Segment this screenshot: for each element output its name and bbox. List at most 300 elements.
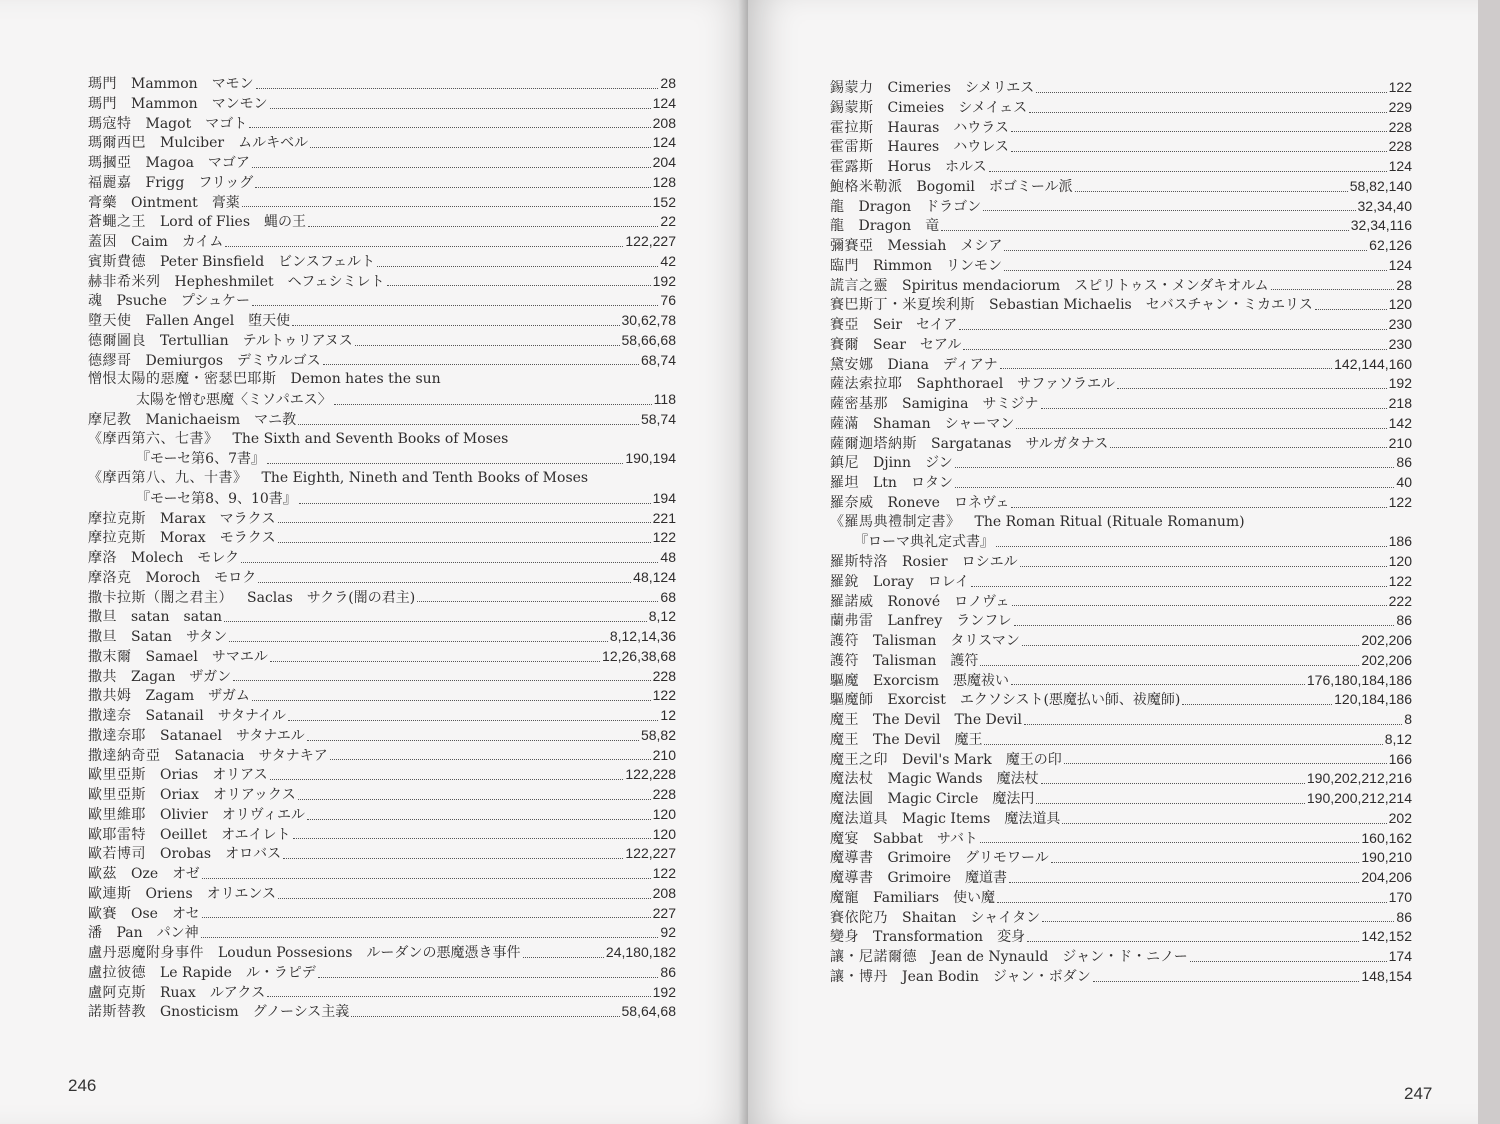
index-entry-chinese: 撒共姆 [88,688,132,705]
index-entry-pages: 210 [1388,434,1412,451]
index-entry [830,98,1412,118]
index-entry [830,750,1412,770]
index-entry [830,473,1412,493]
index-entry [88,469,676,489]
index-entry-chinese: 魔寵 [830,889,859,906]
index-entry-pages: 152 [652,193,676,210]
index-entry-pages: 58,74 [640,410,676,427]
left-page-number: 246 [68,1076,97,1095]
index-entry-english: Diana [887,356,929,373]
dot-leader [1016,428,1386,429]
index-entry-chinese: 盧阿克斯 [88,984,146,1001]
index-entry-japanese: ジャン・ド・ニノー [1062,949,1188,965]
dot-leader [1020,566,1387,567]
index-entry-japanese: グノーシス主義 [252,1004,350,1021]
index-entry-english: Transformation [873,929,984,946]
index-entry-pages: 122 [652,529,676,546]
index-entry-english: Ltn [873,475,897,491]
index-entry [88,667,676,687]
index-entry-chinese: 魔宴 [830,830,859,847]
index-entry-japanese: テルトゥリアヌス [242,332,353,349]
index-entry-pages: 227 [652,904,676,921]
index-entry [830,967,1412,987]
index-entry-english: Rosier [902,554,948,570]
index-entry-japanese: サミジナ [982,396,1039,412]
index-entry [830,177,1412,197]
index-entry-chinese: 摩拉克斯 [88,510,146,527]
index-entry [88,133,676,153]
index-entry-pages: 186 [1388,533,1412,550]
index-entry-pages: 222 [1388,592,1412,609]
index-entry-pages: 42 [660,252,676,269]
index-entry-chinese: 魔法道具 [830,810,888,827]
index-entry-chinese: 龍 [830,198,845,215]
index-entry-pages: 92 [660,924,676,941]
index-entry-english: Spiritus mendaciorum [902,277,1061,294]
index-entry-chinese: 變身 [830,929,859,946]
index-entry-chinese: 羅斯特洛 [830,554,888,570]
index-entry-japanese: モロク [214,569,257,586]
index-entry-chinese: 蘭弗雷 [830,613,874,630]
index-entry-pages: 208 [652,114,676,131]
index-entry-pages: 142,152 [1361,928,1412,945]
index-entry-japanese: satan [183,609,223,626]
index-entry [88,351,676,371]
index-entry-english: Ruax [160,984,196,1001]
index-entry-japanese: オリヴィエル [221,806,305,823]
index-entry [830,651,1412,671]
index-entry-japanese: オロバス [225,846,282,863]
index-entry [830,118,1412,138]
index-entry-english: Orobas [160,846,212,863]
index-entry-chinese: 蓋因 [88,234,117,250]
index-entry-english: Fallen Angel [145,313,235,329]
index-entry [88,746,676,766]
index-entry [830,671,1412,691]
index-entry-pages: 230 [1388,316,1412,332]
index-entry-japanese: ハウレス [953,139,1009,156]
index-entry-japanese: 魔王 [954,731,983,748]
dot-leader [1004,250,1367,251]
index-entry-pages: 210 [652,746,676,763]
index-entry-english: Loray [873,573,914,590]
index-entry-chinese: 摩拉克斯 [88,530,146,547]
index-entry-pages: 48,124 [633,568,676,585]
index-entry-japanese: ザガム [208,688,250,705]
index-entry-english: Orias [160,767,199,784]
index-entry-japanese: ルアクス [209,984,266,1001]
index-entry-chinese: 謊言之靈 [830,277,888,294]
dot-leader [984,744,1382,745]
index-entry-chinese: 彌賽亞 [830,238,874,254]
dot-leader [270,661,600,662]
index-entry-pages: 24,180,182 [605,944,676,960]
left-index-column [88,74,676,1022]
index-entry-english: Hepheshmilet [174,273,274,290]
index-entry-chinese: 摩洛 [88,550,117,566]
index-entry [830,236,1412,256]
dot-leader [293,838,651,839]
dot-leader [1000,368,1332,369]
index-entry-japanese: 使い魔 [953,889,996,906]
dot-leader [298,799,651,800]
index-entry-english: Zagam [145,688,195,705]
index-entry [88,607,676,627]
index-entry [830,848,1412,868]
index-entry-chinese: 撒達奈 [88,708,132,724]
index-entry-japanese: サタン [185,629,228,645]
index-entry [88,943,676,963]
index-entry-japanese: 『モーセ第8、9、10書』 [136,490,297,507]
index-entry-japanese: The Devil [954,712,1022,728]
index-entry [830,532,1412,552]
index-entry [88,252,676,272]
index-entry-chinese: 盧丹惡魔附身事件 [88,945,204,961]
dot-leader [202,878,651,879]
index-entry-chinese: 瑪摑亞 [88,155,132,171]
index-entry-chinese: 讓・博丹 [830,968,888,985]
index-entry-english: The Roman Ritual (Rituale Romanum) [974,513,1245,530]
index-entry-chinese: 薩滿 [830,415,859,432]
index-entry-pages: 204,206 [1361,869,1412,885]
index-entry-chinese: 賽亞 [830,317,859,333]
index-entry [88,311,676,331]
index-entry-english: Djinn [873,455,912,472]
index-entry-chinese: 諾斯替教 [88,1004,146,1021]
dot-leader [1075,191,1348,192]
index-entry-japanese: モレク [197,550,240,566]
index-entry-pages: 228 [1388,118,1412,135]
dot-leader [1042,921,1394,922]
index-entry-english: Marax [160,510,206,527]
index-entry-pages: 86 [1396,908,1412,925]
index-entry [88,291,676,311]
dot-leader [298,424,639,425]
dot-leader [1036,92,1386,93]
index-entry-chinese: 赫非希米列 [88,273,161,290]
index-entry-chinese: 瑪門 [88,76,117,92]
index-entry [830,552,1412,572]
index-entry-english: Morax [160,530,206,547]
index-entry-chinese: 德爾圖良 [88,332,146,349]
index-entry-english: Moroch [145,569,201,586]
dot-leader [252,167,651,168]
dot-leader [1012,605,1387,606]
dot-leader [252,700,651,701]
index-entry-japanese: タリスマン [950,633,1020,649]
index-entry-chinese: 護符 [830,652,859,669]
index-entry-japanese: 護符 [950,652,979,669]
index-entry-japanese: パン神 [156,925,199,942]
index-entry-japanese: ジャン・ボダン [992,968,1091,985]
index-entry-japanese: マモン [211,76,254,92]
index-entry-pages: 176,180,184,186 [1306,671,1412,688]
index-entry [830,829,1412,849]
index-entry-chinese: 《羅馬典禮制定書》 [830,513,961,530]
index-entry [830,809,1412,829]
index-entry-pages: 62,126 [1369,237,1412,253]
index-entry-japanese: モラクス [219,530,276,547]
dot-leader [1110,447,1386,448]
index-entry [830,730,1412,750]
index-entry-japanese: ボゴミール派 [988,178,1073,195]
index-entry-japanese: 変身 [997,929,1026,946]
index-entry-chinese: 霍拉斯 [830,119,874,136]
dot-leader [330,759,651,760]
index-entry [88,686,676,706]
index-entry-chinese: 撒達奈耶 [88,727,146,744]
index-entry-english: Sebastian Michaelis [989,297,1132,314]
index-entry-chinese: 歐若博司 [88,846,146,863]
dot-leader [267,996,650,997]
index-entry-japanese: オセ [171,905,200,922]
index-entry-english: Roneve [887,494,940,511]
index-entry-pages: 86 [660,963,676,980]
dot-leader [1041,783,1305,784]
index-entry-english: Dragon [858,198,912,215]
index-entry-pages: 142 [1388,414,1412,431]
index-entry-pages: 118 [653,391,676,407]
index-entry [830,256,1412,276]
index-entry-japanese: 悪魔祓い [953,672,1010,689]
index-entry-pages: 120,184,186 [1334,691,1412,708]
index-entry-japanese: ロシエル [961,554,1018,570]
dot-leader [233,680,651,681]
index-entry-english: The Eighth, Nineth and Tenth Books of Moses [261,470,589,486]
index-entry-english: Horus [887,159,932,175]
index-entry [88,904,676,924]
index-entry-japanese: ディアナ [942,356,998,373]
index-entry-pages: 12 [660,707,676,723]
index-entry-japanese: ロタン [910,475,953,491]
index-entry-pages: 122 [1388,79,1412,95]
index-entry-pages: 8,12,14,36 [609,628,676,644]
index-entry-pages: 68,74 [640,351,676,368]
dot-leader [256,88,659,89]
index-entry-japanese: ロレイ [927,573,969,590]
index-entry-english: Shaman [873,415,931,432]
index-entry [830,710,1412,730]
index-entry [830,493,1412,513]
index-entry-japanese: 『ローマ典礼定式書』 [854,534,994,551]
index-entry [88,765,676,785]
index-entry-english: Talisman [873,633,937,649]
index-entry-japanese: ムルキベル [238,135,309,152]
index-entry-english: Saphthorael [916,376,1004,393]
index-entry-english: Psuche [116,293,167,310]
index-entry-english: satan [131,609,170,626]
index-entry-pages: 204 [652,154,676,170]
index-entry-pages: 120 [1388,296,1412,313]
index-entry-pages: 230 [1388,335,1412,352]
index-entry-chinese: 羅銳 [830,573,859,590]
index-entry-japanese: ビンスフェルト [278,253,376,270]
dot-leader [299,503,651,504]
index-entry [830,453,1412,473]
dot-leader [1182,704,1332,705]
index-entry-pages: 228 [652,786,676,802]
index-entry-chinese: 驅魔師 [830,692,874,709]
index-entry-chinese: 魔導書 [830,870,874,886]
index-entry-japanese: グリモワール [965,850,1049,867]
index-entry-japanese: サバト [936,830,978,847]
dot-leader [980,842,1360,843]
index-entry-pages: 142,144,160 [1334,355,1412,372]
index-entry-pages: 148,154 [1361,967,1412,984]
index-entry-chinese: 羅坦 [830,475,859,491]
index-entry-japanese: シメリエス [964,80,1035,96]
index-entry-japanese: ジン [925,455,953,472]
index-entry-chinese: 蒼蠅之王 [88,214,146,231]
index-entry-english: Satanacia [174,747,245,764]
dot-leader [1009,882,1359,883]
index-entry-english: Devil's Mark [902,751,992,768]
index-entry-chinese: 臨門 [830,257,859,274]
index-entry-japanese: シャーマン [944,415,1015,432]
index-entry-chinese: 歐連斯 [88,885,132,902]
index-entry-pages: 32,34,116 [1350,217,1412,234]
index-entry [830,888,1412,908]
index-entry-chinese: 錫蒙力 [830,80,874,96]
index-entry-pages: 86 [1396,612,1412,629]
index-entry [88,390,676,410]
index-entry-english: Bogomil [916,178,975,195]
index-entry-english: Exorcism [873,672,940,689]
index-entry-pages: 8,12 [1384,730,1412,747]
index-entry-english: Jean Bodin [902,968,979,985]
index-entry-japanese: マゴト [205,115,248,132]
index-entry-japanese: エクソシスト(悪魔払い師、祓魔師) [959,692,1181,709]
index-entry-chinese: 摩洛克 [88,569,132,586]
index-entry-pages: 58,66,68 [621,331,676,348]
index-entry-pages: 122 [652,865,676,881]
index-entry-chinese: 讓・尼諾爾德 [830,949,917,965]
index-entry-chinese: 墮天使 [88,313,132,329]
page-edge [1478,0,1500,1124]
index-entry-chinese: 膏藥 [88,194,117,211]
index-entry-english: Grimoire [887,870,952,886]
dot-leader [252,305,658,306]
index-entry-japanese: サマエル [211,648,268,665]
index-entry [88,726,676,746]
index-entry-english: Magot [145,115,192,132]
index-entry-chinese: 撒達納奇亞 [88,747,161,764]
index-entry-chinese: 龍 [830,218,845,235]
index-entry-pages: 221 [652,509,676,526]
index-entry-japanese: 膏薬 [211,194,240,211]
index-entry-english: Gnosticism [160,1004,239,1021]
index-entry-chinese: 歐里亞斯 [88,767,146,784]
index-entry-japanese: ルーダンの悪魔憑き事件 [366,945,521,961]
index-entry-english: Oeillet [160,826,208,843]
index-entry-chinese: 撒末爾 [88,648,132,665]
dot-leader [1011,131,1387,132]
dot-leader [1011,151,1387,152]
index-entry-english: The Devil [873,712,941,728]
dot-leader [1022,645,1360,646]
index-entry-pages: 190,210 [1361,849,1412,866]
dot-leader [1029,112,1386,113]
index-entry-english: Oriax [160,787,199,803]
index-entry [88,588,676,608]
index-entry [830,137,1412,157]
dot-leader [307,819,651,820]
index-entry [88,923,676,943]
index-entry-english: Haures [887,139,940,156]
index-entry-english: Satanail [145,708,204,724]
index-entry-english: Familiars [873,889,940,906]
index-entry-japanese: サタナキア [258,747,328,764]
index-entry-japanese: デミウルゴス [237,352,321,369]
index-entry-pages: 190,202,212,216 [1306,770,1412,787]
index-entry-chinese: 羅奈威 [830,494,874,511]
index-entry-pages: 174 [1388,948,1412,964]
index-entry-chinese: 撒卡拉斯（闇之君主） [88,589,233,606]
index-entry [830,374,1412,394]
index-entry [88,884,676,904]
index-entry [830,572,1412,592]
index-entry-japanese: フリッグ [198,174,254,191]
dot-leader [224,621,647,622]
index-entry-chinese: 魔王之印 [830,751,888,768]
index-entry-chinese: 薩密基那 [830,396,888,412]
dot-leader [997,902,1387,903]
index-entry-english: Molech [131,550,184,566]
dot-leader [417,601,658,602]
index-entry-chinese: 鮑格米勒派 [830,178,903,195]
index-entry-pages: 228 [1388,138,1412,155]
dot-leader [225,246,623,247]
index-entry-japanese: サクラ(闇の君主) [306,589,416,606]
index-entry-english: The Sixth and Seventh Books of Moses [232,430,509,447]
dot-leader [959,329,1386,330]
index-entry [88,548,676,568]
index-entry-chinese: 薩爾迦塔納斯 [830,435,917,452]
index-entry-pages: 86 [1396,454,1412,471]
index-entry-pages: 160,162 [1361,829,1412,846]
index-entry-japanese: ランフレ [956,613,1012,630]
index-entry [830,394,1412,414]
index-entry-chinese: 福麗嘉 [88,174,132,191]
index-entry-english: Ose [131,905,158,922]
index-entry-english: Mammon [131,95,198,112]
index-entry-japanese: 魔王の印 [1005,751,1062,768]
index-entry-japanese: マニ教 [254,411,297,428]
dot-leader [278,522,651,523]
index-entry [88,94,676,114]
dot-leader [963,349,1386,350]
dot-leader [355,345,620,346]
index-entry [830,690,1412,710]
index-entry-english: Cimeies [887,99,945,116]
index-entry [830,513,1412,533]
index-entry [830,335,1412,355]
index-entry-japanese: メシア [960,238,1003,254]
index-entry-english: Grimoire [887,850,952,867]
dot-leader [989,171,1387,172]
index-entry-chinese: 霍雷斯 [830,139,874,156]
index-entry-japanese: 魔法杖 [996,771,1039,788]
index-entry-chinese: 《摩西第六、七書》 [88,430,219,447]
index-entry-japanese: プシュケー [180,293,251,310]
index-entry-japanese: サタナイル [217,708,287,724]
index-entry-pages: 122 [1388,572,1412,589]
index-entry-pages: 32,34,40 [1357,197,1412,214]
index-entry-pages: 192 [652,983,676,1000]
index-entry [830,868,1412,888]
index-entry-japanese: ホルス [945,159,987,175]
index-entry-japanese: オゼ [172,866,200,882]
